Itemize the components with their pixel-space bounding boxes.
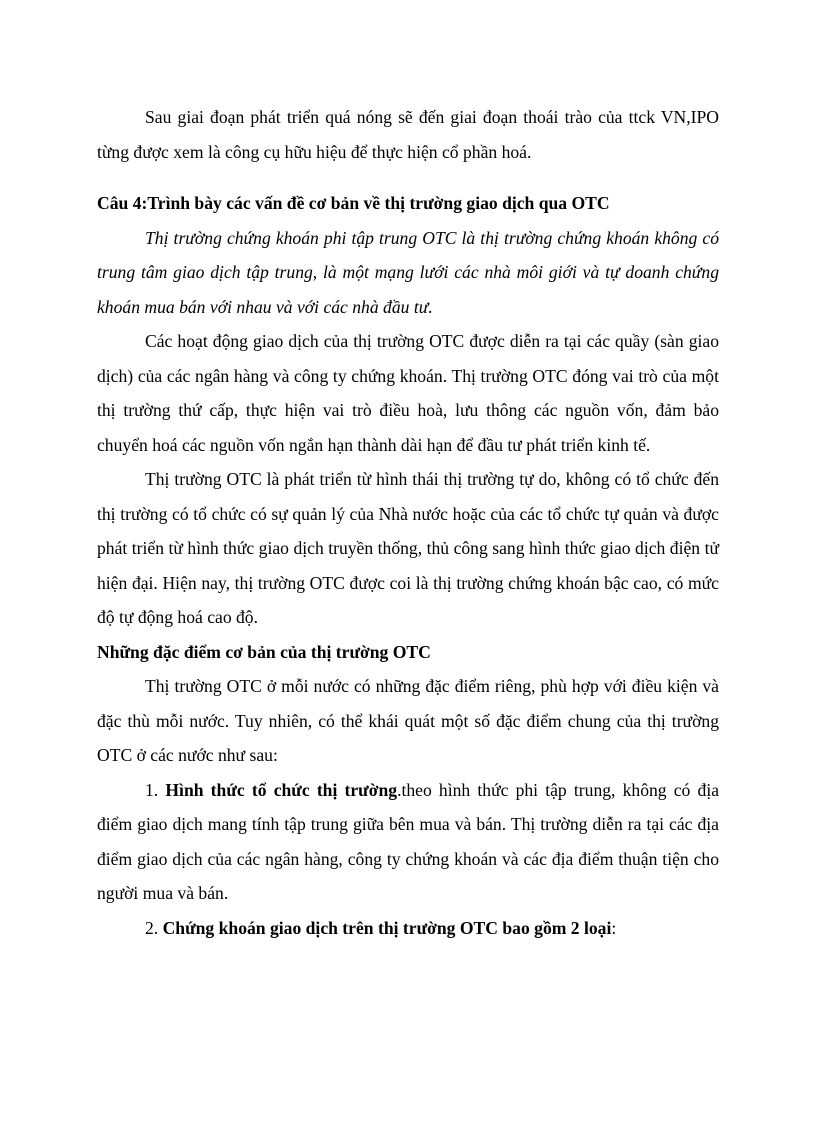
list-item-number: 1. [145,779,166,800]
section-heading-otc-features: Những đặc điểm cơ bản của thị trường OTC [97,641,431,662]
section-heading-question-4: Câu 4:Trình bày các vấn đề cơ bản về thị trường giao dịch qua OTC [97,193,610,213]
list-item-2 [97,911,719,946]
list-item-title: Hình thức tổ chức thị trường [165,779,398,800]
paragraph-otc-activities: Các hoạt động giao dịch của thị trường OTC được diễn ra tại các quầy (sàn giao dịch) của các ngân hàng và công ty chứng khoán. Thị trường OTC đóng vai trò của một thị trường thứ cấp, thực hiện vai trò điều hoà, lưu thông các nguồn vốn, đảm bảo chuyển hoá các nguồn vốn ngắn hạn thành dài hạn để đầu tư phát triển kinh tế. [97,331,719,455]
list-item-1 [97,773,719,911]
list-item-text: : [611,917,617,938]
list-item-title: Chứng khoán giao dịch trên thị trường OTC bao gồm 2 loại [162,917,612,938]
paragraph-otc-development: Thị trường OTC là phát triển từ hình thái thị trường tự do, không có tổ chức đến thị trường có tổ chức có sự quản lý của Nhà nước hoặc của các tổ chức tự quản và được phát triển từ hình thức giao dịch truyền thống, thủ công sang hình thức giao dịch điện tử hiện đại. Hiện nay, thị trường OTC được coi là thị trường chứng khoán bậc cao, có mức độ tự động hoá cao độ. [97,469,719,627]
paragraph-otc-definition: Thị trường chứng khoán phi tập trung OTC là thị trường chứng khoán không có trung tâm giao dịch tập trung, là một mạng lưới các nhà môi giới và tự doanh chứng khoán mua bán với nhau và với các nhà đầu tư. [97,227,719,317]
paragraph-otc-features-intro: Thị trường OTC ở mỗi nước có những đặc điểm riêng, phù hợp với điều kiện và đặc thù mỗi nước. Tuy nhiên, có thể khái quát một số đặc điểm chung của thị trường OTC ở các nước như sau: [97,676,719,765]
list-item-number: 2. [145,917,163,938]
paragraph-intro: Sau giai đoạn phát triển quá nóng sẽ đến giai đoạn thoái trào của ttck VN,IPO từng được xem là công cụ hữu hiệu để thực hiện cổ phần hoá. [97,107,719,162]
list-item-text: .theo hình thức phi tập trung, không có địa điểm giao dịch mang tính tập trung giữa bên mua và bán. Thị trường diễn ra tại các địa điểm giao dịch của các ngân hàng, công ty chứng khoán và các địa điểm thuận tiện cho người mua và bán. [97,779,720,903]
document-body [97,100,719,945]
